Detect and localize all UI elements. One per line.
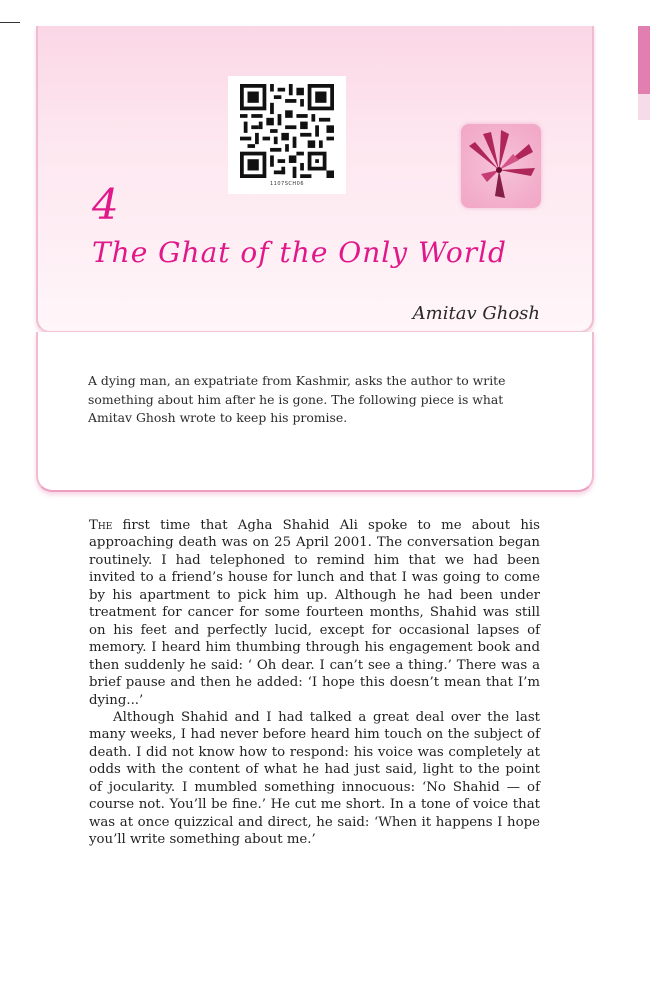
paragraph-1-text: first time that Agha Shahid Ali spoke to me about his approaching death was on 25 April 2001. The conversation began routinely. I had telephoned to remind him that we had been invited to a friend’s house for lunch and that I was going to come by his apartment to pick him up. Although he had been under treatment for cancer for some fourteen months, Shahid was still on his feet and perfectly lucid, except for occasional lapses of memory. I heard him thumbing through his engagement book and then suddenly he said: ‘ Oh dear. I can’t see a thing.’ There was a brief pause and then he added: ‘I hope this doesn’t mean that I’m dying...’ — [89, 518, 540, 708]
paragraph-1 — [89, 517, 540, 709]
paragraph-2: Although Shahid and I had talked a great deal over the last many weeks, I had never before heard him touch on the subject of death. I did not know how to respond: his voice was completely at odds with the content of what he had just said, light to the point of jocularity. I mumbled something innocuous: ‘No Shahid — of course not. You’ll be fine.’ He cut me short. In a tone of voice that was at once quizzical and direct, he said: ‘When it happens I hope you’ll write something about me.’ — [89, 709, 540, 848]
qr-code-label: 1107SCH06 — [269, 181, 304, 187]
chapter-title: The Ghat of the Only World — [92, 236, 507, 269]
body-text — [89, 517, 540, 849]
chapter-number: 4 — [92, 180, 119, 229]
author-name: Amitav Ghosh — [412, 303, 540, 324]
side-tab-marker — [638, 26, 650, 94]
flower-illustration — [461, 124, 541, 208]
qr-code-image — [228, 76, 346, 194]
side-tab-marker-light — [638, 94, 650, 120]
qr-code-icon — [240, 84, 334, 178]
intro-text: A dying man, an expatriate from Kashmir, asks the author to write something about him after he is gone. The following piece is what Amitav Ghosh wrote to keep his promise. — [88, 373, 506, 425]
drop-lead-word: The — [89, 518, 113, 533]
corner-rule — [0, 22, 20, 23]
flower-icon — [461, 124, 541, 208]
